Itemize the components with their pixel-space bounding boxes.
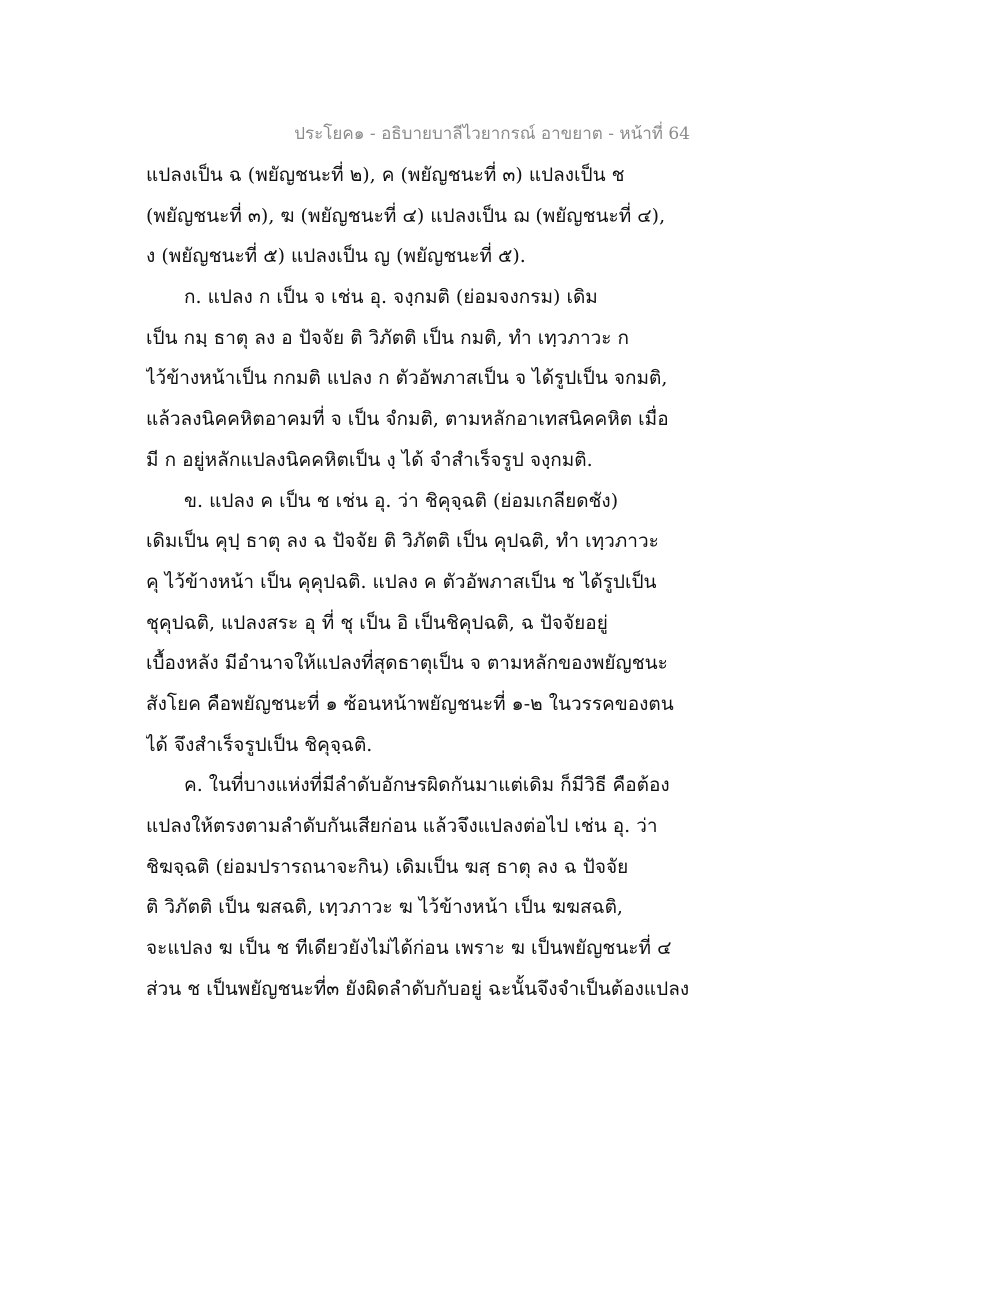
text-line: แล้วลงนิคคหิตอาคมที่ จ เป็น จํกมติ, ตามหลักอาเทสนิคคหิต เมื่อ bbox=[146, 408, 669, 431]
text-line: แปลงเป็น ฉ (พยัญชนะที่ ๒), ค (พยัญชนะที่ ๓) แปลงเป็น ช bbox=[146, 164, 625, 186]
text-line: สังโยค คือพยัญชนะที่ ๑ ซ้อนหน้าพยัญชนะที่ ๑-๒ ในวรรคของตน bbox=[146, 692, 674, 715]
text-line: มี ก อยู่หลักแปลงนิคคหิตเป็น งฺ ได้ จำสำเร็จรูป จงฺกมติ. bbox=[146, 448, 593, 471]
text-line: ได้ จึงสำเร็จรูปเป็น ชิคุจฺฉติ. bbox=[146, 733, 373, 756]
paragraph-start-line: ก. แปลง ก เป็น จ เช่น อุ. จงฺกมติ (ย่อมจงกรม) เดิม bbox=[184, 286, 598, 309]
text-line: ชุคุปฉติ, แปลงสระ อุ ที่ ชุ เป็น อิ เป็นชิคุปฉติ, ฉ ปัจจัยอยู่ bbox=[146, 611, 608, 634]
paragraph-start-line: ค. ในที่บางแห่งที่มีลำดับอักษรผิดกันมาแต่เดิม ก็มีวิธี คือต้อง bbox=[184, 774, 670, 797]
text-line: แปลงให้ตรงตามลำดับกันเสียก่อน แล้วจึงแปลงต่อไป เช่น อุ. ว่า bbox=[146, 815, 658, 837]
paragraph-start-line: ข. แปลง ค เป็น ช เช่น อุ. ว่า ชิคุจฺฉติ (ย่อมเกลียดชัง) bbox=[184, 489, 619, 512]
text-line: คุ ไว้ข้างหน้า เป็น คุคุปฉติ. แปลง ค ตัวอัพภาสเป็น ช ได้รูปเป็น bbox=[146, 570, 657, 593]
text-line: เป็น กมฺ ธาตุ ลง อ ปัจจัย ติ วิภัตติ เป็น กมติ, ทำ เทฺวภาวะ ก bbox=[146, 326, 630, 349]
text-line: ติ วิภัตติ เป็น ฆสฉติ, เทฺวภาวะ ฆ ไว้ข้างหน้า เป็น ฆฆสฉติ, bbox=[146, 896, 623, 919]
text-line: ส่วน ช เป็นพยัญชนะที่๓ ยังผิดลำดับกับอยู่ ฉะนั้นจึงจำเป็นต้องแปลง bbox=[146, 977, 690, 1000]
text-line: (พยัญชนะที่ ๓), ฆ (พยัญชนะที่ ๔) แปลงเป็น ฌ (พยัญชนะที่ ๔), bbox=[146, 204, 666, 227]
running-header: ประโยค๑ - อธิบายบาลีไวยากรณ์ อาขยาต - หน้าที่ 64 bbox=[294, 124, 690, 144]
text-line: จะแปลง ฆ เป็น ช ทีเดียวยังไม่ได้ก่อน เพราะ ฆ เป็นพยัญชนะที่ ๔ bbox=[146, 937, 672, 960]
body-text bbox=[146, 155, 706, 1009]
text-line: เบื้องหลัง มีอำนาจให้แปลงที่สุดธาตุเป็น จ ตามหลักของพยัญชนะ bbox=[146, 652, 668, 675]
text-line: ไว้ข้างหน้าเป็น กกมติ แปลง ก ตัวอัพภาสเป็น จ ได้รูปเป็น จกมติ, bbox=[146, 367, 668, 390]
text-line: เดิมเป็น คุปฺ ธาตุ ลง ฉ ปัจจัย ติ วิภัตติ เป็น คุปฉติ, ทำ เทฺวภาวะ bbox=[146, 530, 659, 553]
text-line: ง (พยัญชนะที่ ๕) แปลงเป็น ญ (พยัญชนะที่ ๕). bbox=[146, 245, 526, 268]
text-line: ชิฆจฺฉติ (ย่อมปรารถนาจะกิน) เดิมเป็น ฆสฺ ธาตุ ลง ฉ ปัจจัย bbox=[146, 855, 629, 878]
